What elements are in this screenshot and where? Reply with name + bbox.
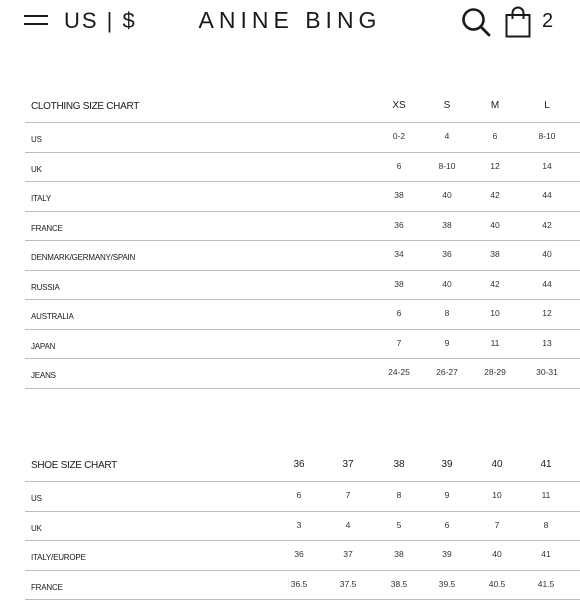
table-cell: 11 bbox=[521, 490, 571, 500]
table-row bbox=[25, 241, 580, 271]
table-cell: 40 bbox=[522, 249, 572, 259]
table-cell: 6 bbox=[274, 490, 324, 500]
table-cell: 26-27 bbox=[422, 367, 472, 377]
table-cell: 8 bbox=[422, 308, 472, 318]
row-label: FRANCE bbox=[31, 224, 63, 233]
row-label: JAPAN bbox=[31, 342, 55, 351]
row-label: ITALY bbox=[31, 194, 51, 203]
size-header: S bbox=[422, 100, 472, 111]
table-row bbox=[25, 359, 580, 389]
table-cell: 38 bbox=[374, 279, 424, 289]
size-header: M bbox=[470, 100, 520, 111]
shopping-bag-icon[interactable] bbox=[505, 6, 531, 38]
table-header-row bbox=[25, 453, 580, 482]
table-cell: 30-31 bbox=[522, 367, 572, 377]
table-cell: 4 bbox=[422, 131, 472, 141]
table-cell: 11 bbox=[470, 338, 520, 348]
row-label: UK bbox=[31, 524, 42, 533]
row-label: UK bbox=[31, 165, 42, 174]
table-row bbox=[25, 123, 580, 153]
table-cell: 6 bbox=[470, 131, 520, 141]
row-label: FRANCE bbox=[31, 583, 63, 592]
clothing-size-chart bbox=[25, 94, 580, 389]
table-cell: 10 bbox=[470, 308, 520, 318]
table-row bbox=[25, 271, 580, 301]
table-cell: 38 bbox=[470, 249, 520, 259]
cart-count: 2 bbox=[542, 10, 553, 33]
search-icon[interactable] bbox=[461, 7, 491, 37]
size-header: XS bbox=[374, 100, 424, 111]
table-row bbox=[25, 571, 580, 600]
table-cell: 36 bbox=[274, 549, 324, 559]
table-row bbox=[25, 482, 580, 512]
size-header: L bbox=[522, 100, 572, 111]
table-cell: 39.5 bbox=[422, 579, 472, 589]
table-cell: 12 bbox=[470, 161, 520, 171]
row-label: US bbox=[31, 135, 42, 144]
row-label: JEANS bbox=[31, 371, 56, 380]
table-cell: 40.5 bbox=[472, 579, 522, 589]
table-row bbox=[25, 541, 580, 571]
row-label: DENMARK/GERMANY/SPAIN bbox=[31, 253, 135, 262]
table-cell: 9 bbox=[422, 490, 472, 500]
table-title: SHOE SIZE CHART bbox=[31, 460, 117, 471]
table-row bbox=[25, 512, 580, 542]
table-cell: 8-10 bbox=[522, 131, 572, 141]
table-row bbox=[25, 300, 580, 330]
table-cell: 6 bbox=[374, 308, 424, 318]
row-label: US bbox=[31, 494, 42, 503]
table-cell: 40 bbox=[472, 549, 522, 559]
table-cell: 9 bbox=[422, 338, 472, 348]
table-cell: 6 bbox=[422, 520, 472, 530]
size-header: 40 bbox=[472, 459, 522, 470]
table-cell: 44 bbox=[522, 190, 572, 200]
table-cell: 37 bbox=[323, 549, 373, 559]
table-cell: 7 bbox=[472, 520, 522, 530]
brand-logo[interactable]: ANINE BING bbox=[0, 7, 580, 34]
size-header: 36 bbox=[274, 459, 324, 470]
size-header: 41 bbox=[521, 459, 571, 470]
table-cell: 12 bbox=[522, 308, 572, 318]
table-cell: 3 bbox=[274, 520, 324, 530]
region-currency-selector[interactable]: US | $ bbox=[64, 8, 137, 34]
size-header: 37 bbox=[323, 459, 373, 470]
table-cell: 13 bbox=[522, 338, 572, 348]
table-cell: 10 bbox=[472, 490, 522, 500]
table-title: CLOTHING SIZE CHART bbox=[31, 101, 139, 112]
table-row bbox=[25, 153, 580, 183]
table-cell: 42 bbox=[470, 190, 520, 200]
table-cell: 44 bbox=[522, 279, 572, 289]
table-cell: 41 bbox=[521, 549, 571, 559]
table-cell: 36.5 bbox=[274, 579, 324, 589]
row-label: AUSTRALIA bbox=[31, 312, 74, 321]
table-row bbox=[25, 212, 580, 242]
table-cell: 38 bbox=[374, 549, 424, 559]
table-row bbox=[25, 330, 580, 360]
table-cell: 38.5 bbox=[374, 579, 424, 589]
table-cell: 40 bbox=[422, 279, 472, 289]
table-cell: 8 bbox=[521, 520, 571, 530]
table-cell: 40 bbox=[470, 220, 520, 230]
table-cell: 7 bbox=[323, 490, 373, 500]
size-header: 39 bbox=[422, 459, 472, 470]
row-label: ITALY/EUROPE bbox=[31, 553, 86, 562]
table-cell: 41.5 bbox=[521, 579, 571, 589]
table-header-row bbox=[25, 94, 580, 123]
table-cell: 7 bbox=[374, 338, 424, 348]
table-cell: 36 bbox=[374, 220, 424, 230]
table-cell: 6 bbox=[374, 161, 424, 171]
row-label: RUSSIA bbox=[31, 283, 60, 292]
table-cell: 4 bbox=[323, 520, 373, 530]
table-cell: 8-10 bbox=[422, 161, 472, 171]
table-cell: 37.5 bbox=[323, 579, 373, 589]
size-header: 38 bbox=[374, 459, 424, 470]
table-cell: 5 bbox=[374, 520, 424, 530]
table-cell: 24-25 bbox=[374, 367, 424, 377]
table-cell: 38 bbox=[374, 190, 424, 200]
table-cell: 14 bbox=[522, 161, 572, 171]
table-cell: 0-2 bbox=[374, 131, 424, 141]
table-cell: 36 bbox=[422, 249, 472, 259]
table-cell: 8 bbox=[374, 490, 424, 500]
table-cell: 42 bbox=[522, 220, 572, 230]
table-cell: 34 bbox=[374, 249, 424, 259]
shoe-size-chart bbox=[25, 453, 580, 600]
table-cell: 39 bbox=[422, 549, 472, 559]
table-cell: 40 bbox=[422, 190, 472, 200]
table-row bbox=[25, 182, 580, 212]
table-cell: 42 bbox=[470, 279, 520, 289]
site-header bbox=[0, 0, 580, 48]
table-cell: 38 bbox=[422, 220, 472, 230]
table-cell: 28-29 bbox=[470, 367, 520, 377]
